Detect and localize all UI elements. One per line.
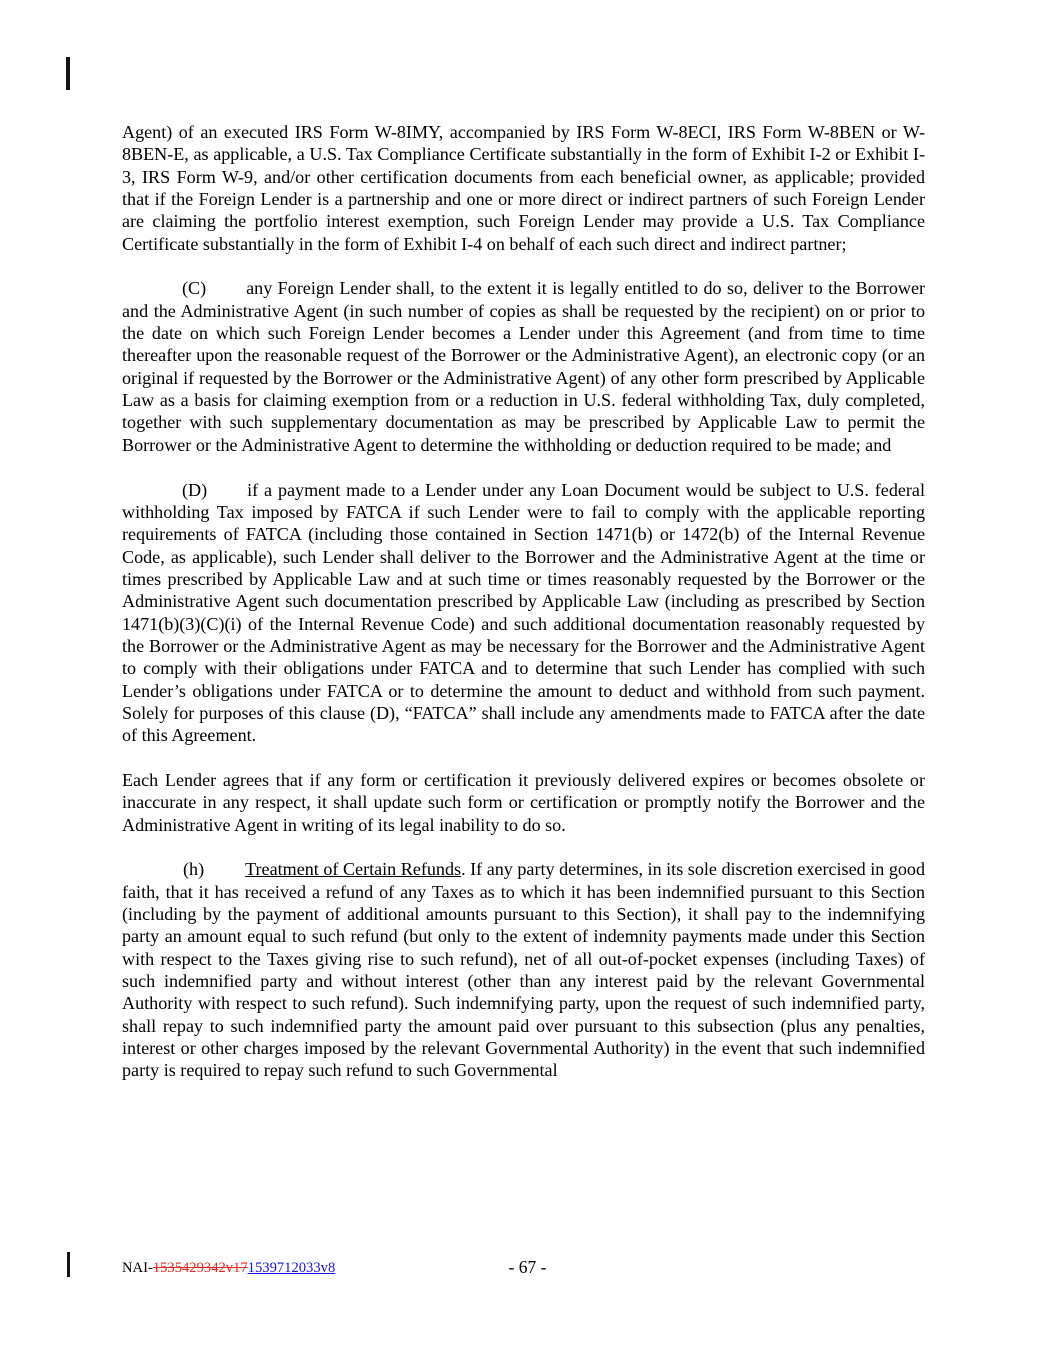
clause-d-label: (D) — [182, 479, 208, 500]
doc-id-inserted: 1539712033v8 — [247, 1260, 336, 1276]
clause-c-label: (C) — [182, 278, 207, 299]
clause-c-text: any Foreign Lender shall, to the extent it is legally entitled to do so, deliver to the Borrower and the Administrative Agent (in such number of copies as shall be requested by the recipient) on or prior to the date on which such Foreign Lender becomes a Lender under this Agreement (and from time to time thereafter upon the reasonable request of the Borrower or the Administrative Agent), an electronic copy (or an original if requested by the Borrower or the Administrative Agent) of any other form prescribed by Applicable Law as a basis for claiming exemption from or a reduction in U.S. federal withholding Tax, duly completed, together with such supplementary documentation as may be prescribed by Applicable Law to permit the Borrower or the Administrative Agent to determine the withholding or deduction required to be made; and — [122, 278, 925, 455]
paragraph-continuation: Agent) of an executed IRS Form W-8IMY, accompanied by IRS Form W-8ECI, IRS Form W-8BEN or W-8BEN-E, as applicable, a U.S. Tax Compliance Certificate substantially in the form of Exhibit I-2 or Exhibit I-3, IRS Form W-9, and/or other certification documents from each beneficial owner, as applicable; provided that if the Foreign Lender is a partnership and one or more direct or indirect partners of such Foreign Lender are claiming the portfolio interest exemption, such Foreign Lender may provide a U.S. Tax Compliance Certificate substantially in the form of Exhibit I-4 on behalf of each such direct and indirect partner; — [122, 122, 925, 254]
clause-h — [122, 858, 925, 1081]
page-number: - 67 - — [508, 1257, 547, 1277]
change-bar-top — [66, 57, 70, 90]
section-heading: Treatment of Certain Refunds — [245, 859, 462, 880]
body-text — [122, 121, 925, 1104]
doc-id-prefix: NAI- — [122, 1260, 153, 1276]
clause-d-text: if a payment made to a Lender under any Loan Document would be subject to U.S. federal withholding Tax imposed by FATCA if such Lender were to fail to comply with the applicable reporting requirements of FATCA (including those contained in Section 1471(b) or 1472(b) of the Internal Revenue Code, as applicable), such Lender shall deliver to the Borrower and the Administrative Agent at the time or times prescribed by Applicable Law and at such time or times reasonably requested by the Borrower or the Administrative Agent such documentation prescribed by Applicable Law (including as prescribed by Section 1471(b)(3)(C)(i) of the Internal Revenue Code) and such additional documentation reasonably requested by the Borrower or the Administrative Agent as may be necessary for the Borrower and the Administrative Agent to comply with their obligations under FATCA and to determine that such Lender has complied with such Lender’s obligations under FATCA or to determine the amount to deduct and withhold from such payment. Solely for purposes of this clause (D), “FATCA” shall include any amendments made to FATCA after the date of this Agreement. — [122, 479, 925, 746]
clause-h-text: . If any party determines, in its sole discretion exercised in good faith, that it has received a refund of any Taxes as to which it has been indemnified pursuant to this Section (including by the payment of additional amounts pursuant to this Section), it shall pay to the indemnifying party an amount equal to such refund (but only to the extent of indemnity payments made under this Section with respect to the Taxes giving rise to such refund), net of all out-of-pocket expenses (including Taxes) of such indemnified party and without interest (other than any interest paid by the relevant Governmental Authority with respect to such refund). Such indemnifying party, upon the request of such indemnified party, shall repay to such indemnified party the amount paid over pursuant to this subsection (plus any penalties, interest or other charges imposed by the relevant Governmental Authority) in the event that such indemnified party is required to repay such refund to such Governmental — [122, 859, 926, 1081]
clause-d — [122, 479, 925, 747]
clause-c — [122, 277, 925, 456]
clause-h-label: (h) — [183, 859, 205, 880]
paragraph-each-lender: Each Lender agrees that if any form or certification it previously delivered expires or becomes obsolete or inaccurate in any respect, it shall update such form or certification or promptly notify the Borrower and the Administrative Agent in writing of its legal inability to do so. — [122, 769, 925, 835]
doc-id-deleted: 1535429342v17 — [152, 1260, 248, 1276]
